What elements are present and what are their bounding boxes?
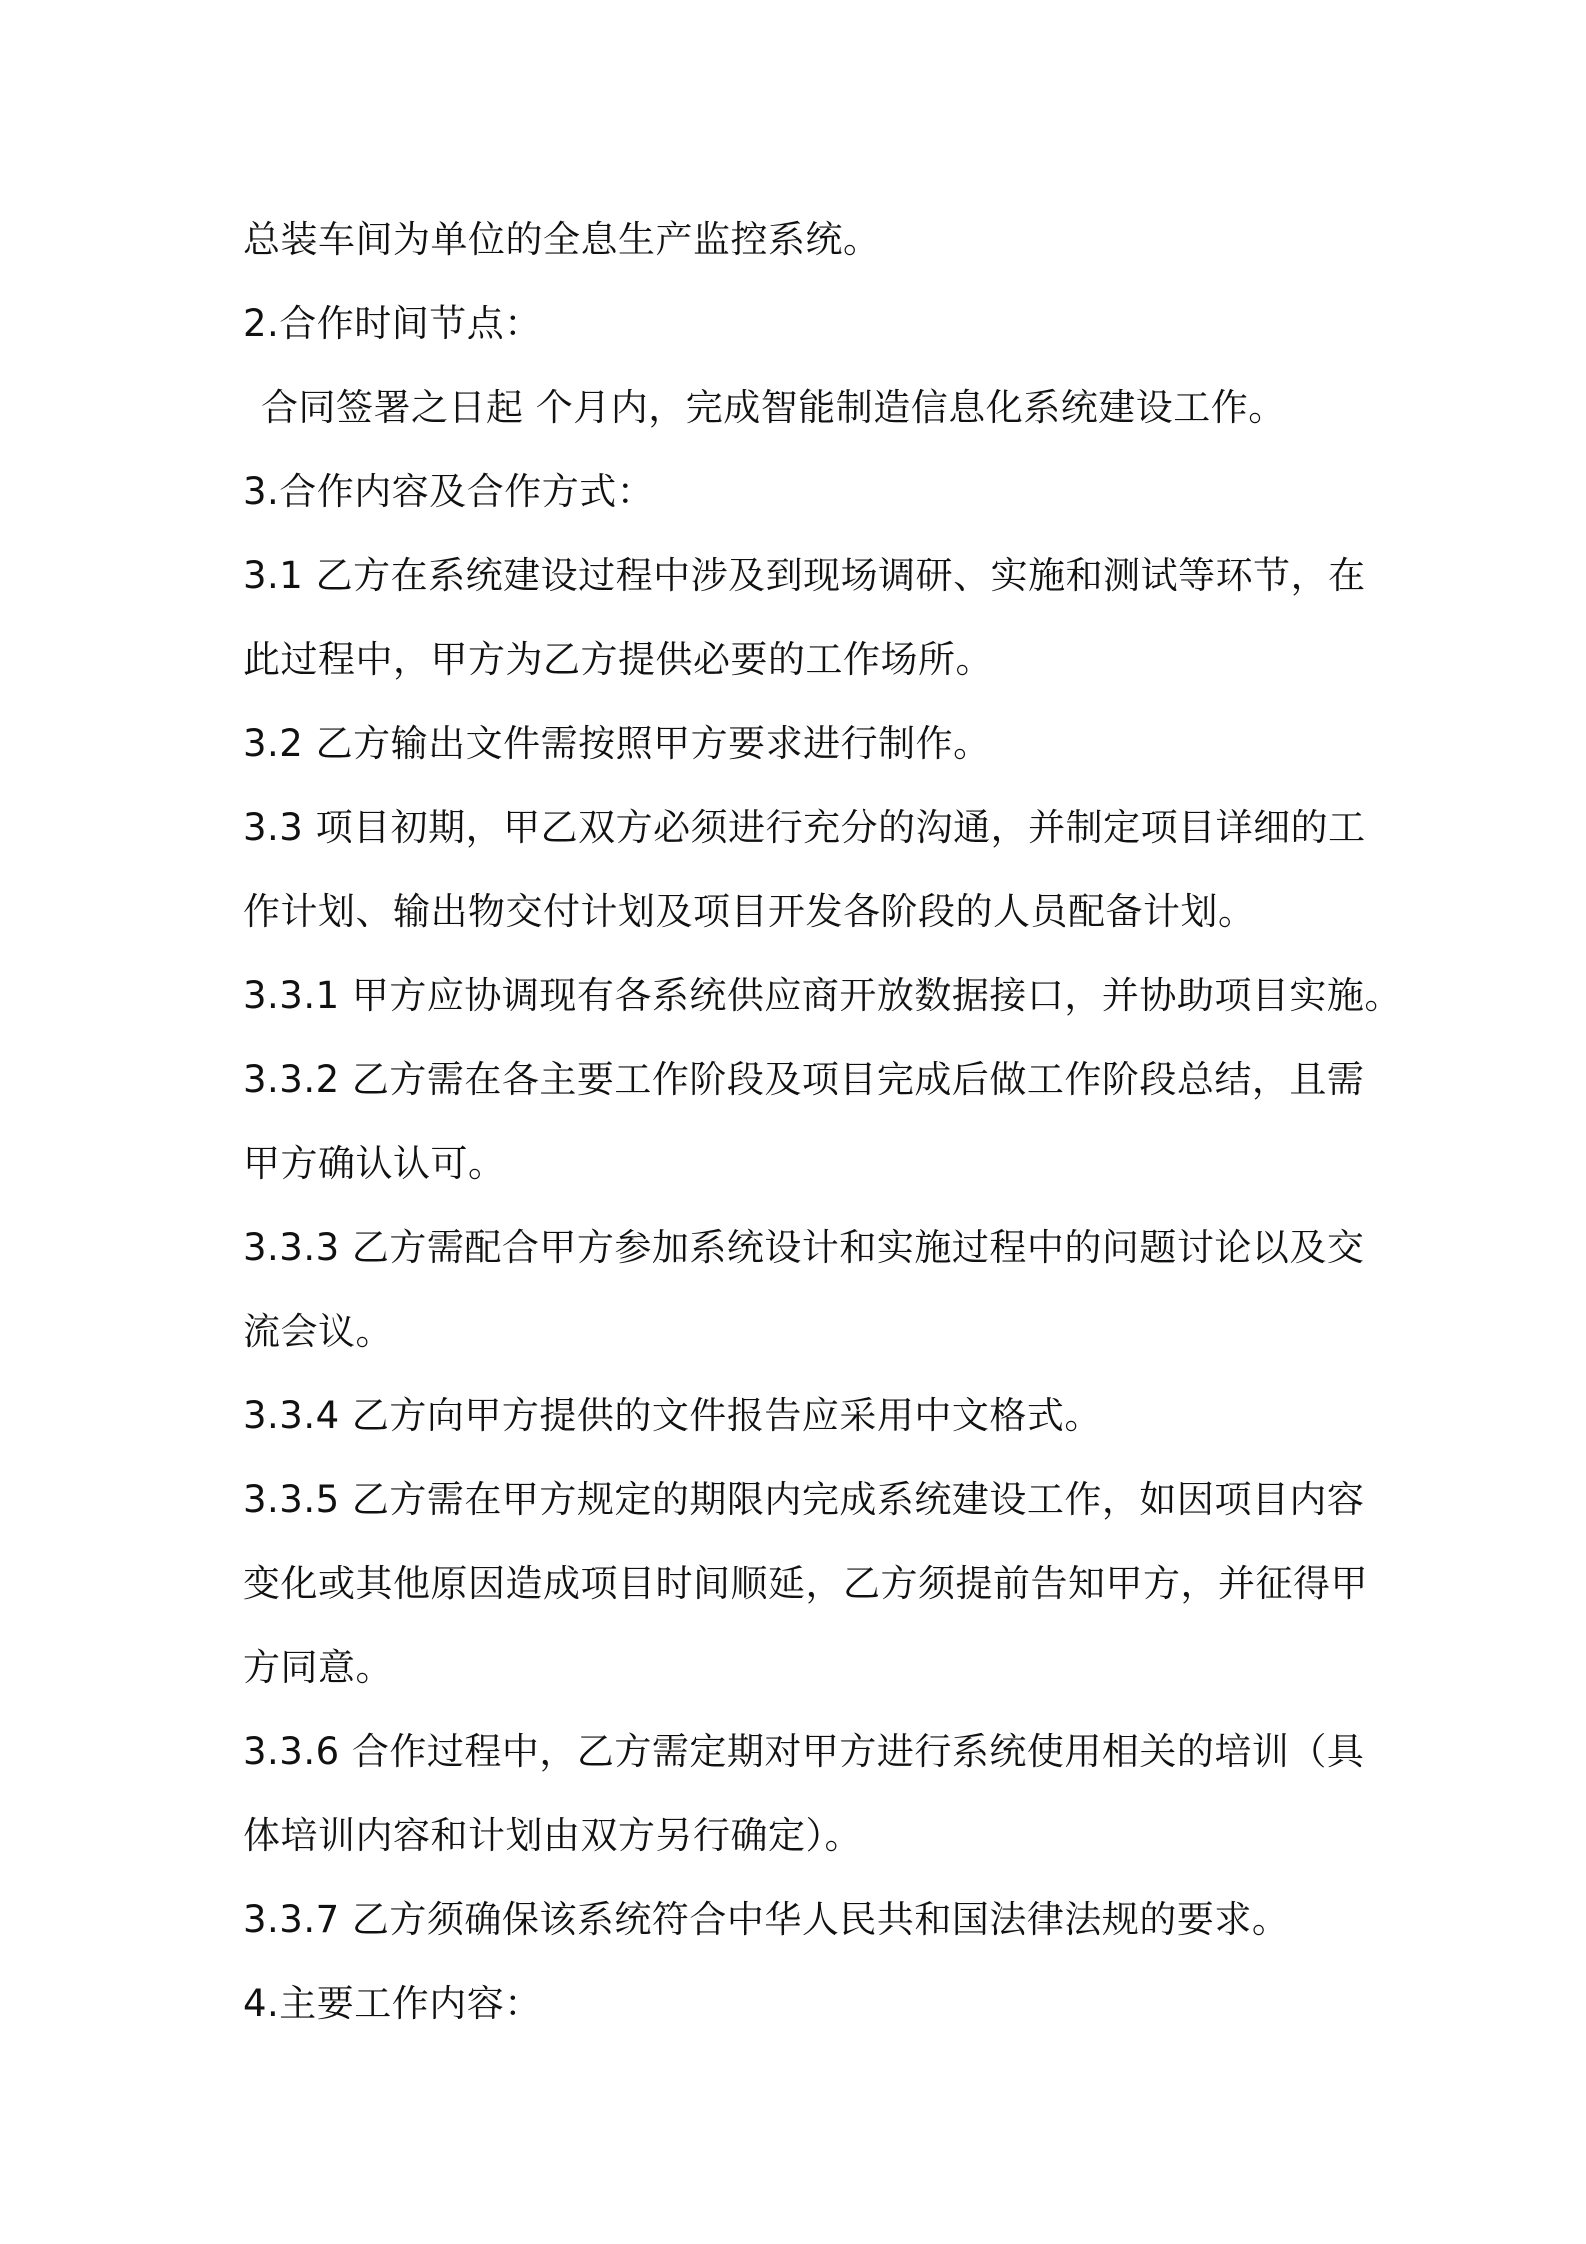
paragraph-line-7: 3.2 乙方输出文件需按照甲方要求进行制作。 bbox=[243, 722, 991, 765]
paragraph-line-15: 3.3.4 乙方向甲方提供的文件报告应采用中文格式。 bbox=[243, 1394, 1102, 1437]
paragraph-line-21: 3.3.7 乙方须确保该系统符合中华人民共和国法律法规的要求。 bbox=[243, 1898, 1290, 1941]
paragraph-line-11: 3.3.2 乙方需在各主要工作阶段及项目完成后做工作阶段总结，且需 bbox=[243, 1058, 1365, 1101]
paragraph-line-6: 此过程中，甲方为乙方提供必要的工作场所。 bbox=[243, 638, 993, 681]
document-body bbox=[243, 198, 1402, 2046]
section-heading-4: 4.主要工作内容： bbox=[243, 1982, 542, 2025]
paragraph-line-1: 总装车间为单位的全息生产监控系统。 bbox=[243, 218, 881, 261]
paragraph-line-3: 合同签署之日起 个月内，完成智能制造信息化系统建设工作。 bbox=[261, 386, 1286, 429]
paragraph-line-12: 甲方确认认可。 bbox=[243, 1142, 506, 1185]
paragraph-line-18: 方同意。 bbox=[243, 1646, 393, 1689]
paragraph-line-17: 变化或其他原因造成项目时间顺延，乙方须提前告知甲方，并征得甲 bbox=[243, 1562, 1368, 1605]
paragraph-line-19: 3.3.6 合作过程中，乙方需定期对甲方进行系统使用相关的培训（具 bbox=[243, 1730, 1365, 1773]
paragraph-line-5: 3.1 乙方在系统建设过程中涉及到现场调研、实施和测试等环节，在 bbox=[243, 554, 1366, 597]
section-heading-3: 3.合作内容及合作方式： bbox=[243, 470, 655, 513]
section-heading-2: 2.合作时间节点： bbox=[243, 302, 542, 345]
paragraph-line-14: 流会议。 bbox=[243, 1310, 393, 1353]
paragraph-line-20: 体培训内容和计划由双方另行确定）。 bbox=[243, 1814, 862, 1857]
paragraph-line-9: 作计划、输出物交付计划及项目开发各阶段的人员配备计划。 bbox=[243, 890, 1256, 933]
paragraph-line-10: 3.3.1 甲方应协调现有各系统供应商开放数据接口，并协助项目实施。 bbox=[243, 974, 1402, 1017]
paragraph-line-8: 3.3 项目初期，甲乙双方必须进行充分的沟通，并制定项目详细的工 bbox=[243, 806, 1366, 849]
paragraph-line-13: 3.3.3 乙方需配合甲方参加系统设计和实施过程中的问题讨论以及交 bbox=[243, 1226, 1365, 1269]
paragraph-line-16: 3.3.5 乙方需在甲方规定的期限内完成系统建设工作，如因项目内容 bbox=[243, 1478, 1365, 1521]
